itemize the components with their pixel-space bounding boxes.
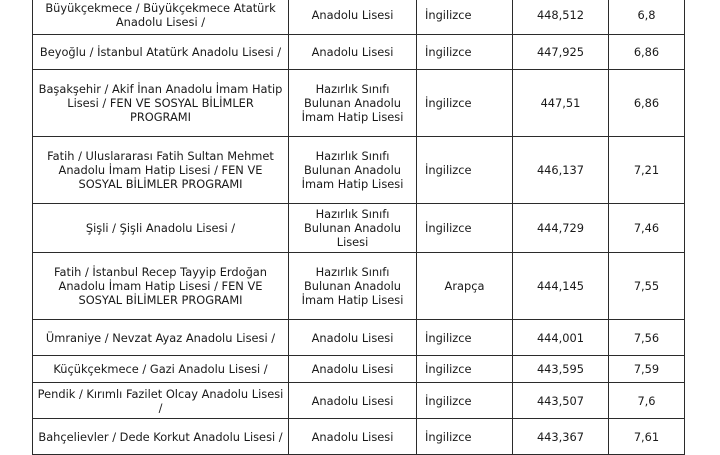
school-type-cell: Hazırlık Sınıfı Bulunan Anadolu Lisesi: [289, 204, 417, 253]
percentile-cell: 6,86: [609, 35, 685, 70]
school-name-cell: Küçükçekmece / Gazi Anadolu Lisesi /: [33, 356, 289, 383]
school-type-cell: Anadolu Lisesi: [289, 0, 417, 35]
table-row: [33, 70, 685, 137]
school-type-cell: Hazırlık Sınıfı Bulunan Anadolu İmam Hatip Lisesi: [289, 253, 417, 320]
score-cell: 448,512: [513, 0, 609, 35]
score-cell: 447,925: [513, 35, 609, 70]
score-cell: 444,001: [513, 320, 609, 356]
language-cell: İngilizce: [417, 0, 513, 35]
table-row: [33, 383, 685, 419]
school-type-cell: Anadolu Lisesi: [289, 383, 417, 419]
score-cell: 446,137: [513, 137, 609, 204]
language-cell: Arapça: [417, 253, 513, 320]
table-row: [33, 0, 685, 35]
score-cell: 443,367: [513, 419, 609, 455]
language-cell: İngilizce: [417, 356, 513, 383]
table-row: [33, 137, 685, 204]
school-type-cell: Anadolu Lisesi: [289, 356, 417, 383]
school-type-cell: Anadolu Lisesi: [289, 35, 417, 70]
language-cell: İngilizce: [417, 383, 513, 419]
school-name-cell: Başakşehir / Akif İnan Anadolu İmam Hatip Lisesi / FEN VE SOSYAL BİLİMLER PROGRAMI: [33, 70, 289, 137]
school-name-cell: Fatih / İstanbul Recep Tayyip Erdoğan Anadolu İmam Hatip Lisesi / FEN VE SOSYAL BİLİMLER PROGRAMI: [33, 253, 289, 320]
table-row: [33, 356, 685, 383]
language-cell: İngilizce: [417, 70, 513, 137]
percentile-cell: 6,8: [609, 0, 685, 35]
percentile-cell: 7,61: [609, 419, 685, 455]
percentile-cell: 7,56: [609, 320, 685, 356]
score-cell: 444,145: [513, 253, 609, 320]
school-name-cell: Fatih / Uluslararası Fatih Sultan Mehmet Anadolu İmam Hatip Lisesi / FEN VE SOSYAL BİLİMLER PROGRAMI: [33, 137, 289, 204]
language-cell: İngilizce: [417, 137, 513, 204]
language-cell: İngilizce: [417, 320, 513, 356]
school-type-cell: Hazırlık Sınıfı Bulunan Anadolu İmam Hatip Lisesi: [289, 137, 417, 204]
school-name-cell: Ümraniye / Nevzat Ayaz Anadolu Lisesi /: [33, 320, 289, 356]
table-row: [33, 320, 685, 356]
language-cell: İngilizce: [417, 419, 513, 455]
score-cell: 443,507: [513, 383, 609, 419]
table-row: [33, 204, 685, 253]
language-cell: İngilizce: [417, 35, 513, 70]
table-row: [33, 419, 685, 455]
percentile-cell: 7,21: [609, 137, 685, 204]
percentile-cell: 7,46: [609, 204, 685, 253]
school-type-cell: Anadolu Lisesi: [289, 419, 417, 455]
percentile-cell: 7,55: [609, 253, 685, 320]
percentile-cell: 7,59: [609, 356, 685, 383]
percentile-cell: 6,86: [609, 70, 685, 137]
school-name-cell: Şişli / Şişli Anadolu Lisesi /: [33, 204, 289, 253]
score-cell: 447,51: [513, 70, 609, 137]
score-cell: 443,595: [513, 356, 609, 383]
table-row: [33, 35, 685, 70]
school-type-cell: Anadolu Lisesi: [289, 320, 417, 356]
school-name-cell: Bahçelievler / Dede Korkut Anadolu Lisesi /: [33, 419, 289, 455]
school-name-cell: Beyoğlu / İstanbul Atatürk Anadolu Lisesi /: [33, 35, 289, 70]
school-type-cell: Hazırlık Sınıfı Bulunan Anadolu İmam Hatip Lisesi: [289, 70, 417, 137]
table-row: [33, 253, 685, 320]
score-cell: 444,729: [513, 204, 609, 253]
school-name-cell: Büyükçekmece / Büyükçekmece Atatürk Anadolu Lisesi /: [33, 0, 289, 35]
language-cell: İngilizce: [417, 204, 513, 253]
school-table: [32, 0, 685, 455]
school-name-cell: Pendik / Kırımlı Fazilet Olcay Anadolu Lisesi /: [33, 383, 289, 419]
percentile-cell: 7,6: [609, 383, 685, 419]
